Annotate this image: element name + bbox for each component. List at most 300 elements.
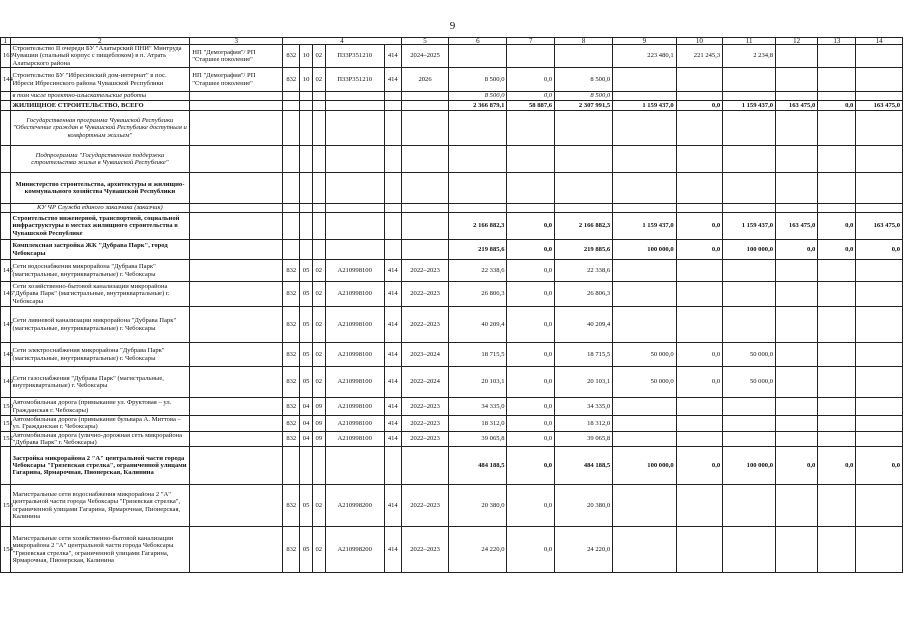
amount-v9 <box>613 416 676 432</box>
amount-v12 <box>776 367 818 398</box>
amount-v14: 163 475,0 <box>856 101 903 111</box>
table-row <box>1 92 903 101</box>
code-target-article: А210998100 <box>325 282 384 307</box>
amount-v6: 2 166 882,3 <box>449 213 507 240</box>
code-ministry: 832 <box>283 431 300 447</box>
row-number: 153 <box>1 485 11 527</box>
code-cell <box>384 92 401 101</box>
row-number: 146 <box>1 282 11 307</box>
amount-v9 <box>613 282 676 307</box>
amount-v10 <box>676 260 723 282</box>
code-subsection: 09 <box>312 398 325 416</box>
national-project <box>190 485 283 527</box>
amount-v6: 40 209,4 <box>449 307 507 343</box>
code-cell <box>283 173 300 204</box>
object-name: Строительство БУ "Ибресинский дом-интернат" в пос. Ибреси Ибресинского района Чувашской Республики <box>10 68 190 92</box>
code-target-article: А210998200 <box>325 527 384 573</box>
national-project <box>190 367 283 398</box>
table-row <box>1 240 903 260</box>
column-header: 8 <box>555 38 613 45</box>
amount-v10 <box>676 173 723 204</box>
construction-period: 2022–2024 <box>401 367 449 398</box>
amount-v6 <box>449 204 507 213</box>
amount-v7 <box>507 146 555 173</box>
national-project <box>190 447 283 485</box>
code-subsection: 09 <box>312 416 325 432</box>
amount-v10 <box>676 485 723 527</box>
code-cell <box>300 240 313 260</box>
amount-v12 <box>776 204 818 213</box>
code-cell <box>283 204 300 213</box>
code-expense-type: 414 <box>384 398 401 416</box>
code-cell <box>325 146 384 173</box>
amount-v9 <box>613 485 676 527</box>
amount-v8 <box>555 146 613 173</box>
code-target-article: А210998100 <box>325 431 384 447</box>
amount-v7: 0,0 <box>507 307 555 343</box>
column-header: 4 <box>283 38 401 45</box>
amount-v11 <box>723 111 776 146</box>
code-subsection: 02 <box>312 282 325 307</box>
code-ministry: 832 <box>283 367 300 398</box>
amount-v12 <box>776 173 818 204</box>
amount-v11 <box>723 282 776 307</box>
amount-v13 <box>818 146 856 173</box>
amount-v13 <box>818 527 856 573</box>
amount-v14 <box>856 343 903 367</box>
code-cell <box>283 92 300 101</box>
code-ministry: 832 <box>283 260 300 282</box>
amount-v13 <box>818 45 856 68</box>
code-cell <box>300 146 313 173</box>
amount-v9: 223 480,1 <box>613 45 676 68</box>
row-number <box>1 447 11 485</box>
amount-v8 <box>555 111 613 146</box>
row-number <box>1 146 11 173</box>
code-section: 04 <box>300 431 313 447</box>
national-project: НП "Демография"/ РП "Старшее поколение" <box>190 68 283 92</box>
amount-v10 <box>676 416 723 432</box>
amount-v14: 0,0 <box>856 240 903 260</box>
code-cell <box>325 447 384 485</box>
code-cell <box>300 173 313 204</box>
code-ministry: 832 <box>283 398 300 416</box>
amount-v14 <box>856 416 903 432</box>
table-row <box>1 447 903 485</box>
amount-v9 <box>613 527 676 573</box>
code-cell <box>300 204 313 213</box>
amount-v13 <box>818 367 856 398</box>
construction-period: 2022–2023 <box>401 398 449 416</box>
amount-v7: 0,0 <box>507 485 555 527</box>
amount-v7: 0,0 <box>507 367 555 398</box>
amount-v10 <box>676 146 723 173</box>
construction-period: 2022–2023 <box>401 431 449 447</box>
code-cell <box>300 213 313 240</box>
amount-v14 <box>856 260 903 282</box>
table-row <box>1 213 903 240</box>
table-row <box>1 101 903 111</box>
amount-v6: 39 065,8 <box>449 431 507 447</box>
construction-period <box>401 213 449 240</box>
amount-v14 <box>856 367 903 398</box>
column-header: 3 <box>190 38 283 45</box>
amount-v14 <box>856 431 903 447</box>
amount-v7: 0,0 <box>507 447 555 485</box>
object-name: Сети водоснабжения микрорайона "Дубрава Парк" (магистральные, внутриквартальные) г. Чебоксары <box>10 260 190 282</box>
amount-v6: 20 103,1 <box>449 367 507 398</box>
amount-v14 <box>856 92 903 101</box>
code-subsection: 09 <box>312 431 325 447</box>
national-project <box>190 111 283 146</box>
national-project <box>190 101 283 111</box>
amount-v12 <box>776 68 818 92</box>
table-row <box>1 398 903 416</box>
amount-v10: 0,0 <box>676 367 723 398</box>
amount-v11 <box>723 146 776 173</box>
code-section: 05 <box>300 367 313 398</box>
amount-v13: 0,0 <box>818 101 856 111</box>
amount-v14: 163 475,0 <box>856 213 903 240</box>
national-project <box>190 343 283 367</box>
amount-v6: 22 338,6 <box>449 260 507 282</box>
amount-v11 <box>723 485 776 527</box>
amount-v6: 26 806,3 <box>449 282 507 307</box>
code-cell <box>312 111 325 146</box>
code-subsection: 02 <box>312 260 325 282</box>
amount-v11 <box>723 68 776 92</box>
code-expense-type: 414 <box>384 416 401 432</box>
amount-v12 <box>776 111 818 146</box>
amount-v10 <box>676 111 723 146</box>
object-name: Сети электроснабжения микрорайона "Дубрава Парк" (магистральные, внутриквартальные) г. Чебоксары <box>10 343 190 367</box>
amount-v12: 163 475,0 <box>776 101 818 111</box>
code-subsection: 02 <box>312 45 325 68</box>
amount-v12 <box>776 398 818 416</box>
row-number: 152 <box>1 431 11 447</box>
amount-v7: 0,0 <box>507 213 555 240</box>
row-number <box>1 213 11 240</box>
section-title: Подпрограмма "Государственная поддержка строительства жилья в Чувашской Республике" <box>10 146 190 173</box>
column-header: 7 <box>507 38 555 45</box>
code-cell <box>283 101 300 111</box>
amount-v9 <box>613 204 676 213</box>
amount-v8: 219 885,6 <box>555 240 613 260</box>
amount-v12 <box>776 307 818 343</box>
amount-v9: 50 000,0 <box>613 343 676 367</box>
code-cell <box>300 447 313 485</box>
amount-v8 <box>555 173 613 204</box>
amount-v13: 0,0 <box>818 240 856 260</box>
amount-v12 <box>776 282 818 307</box>
amount-v10 <box>676 204 723 213</box>
amount-v11 <box>723 527 776 573</box>
amount-v8: 20 103,1 <box>555 367 613 398</box>
amount-v14 <box>856 282 903 307</box>
code-expense-type: 414 <box>384 307 401 343</box>
code-cell <box>300 101 313 111</box>
code-expense-type: 414 <box>384 282 401 307</box>
amount-v6 <box>449 173 507 204</box>
code-subsection: 02 <box>312 527 325 573</box>
amount-v13: 0,0 <box>818 213 856 240</box>
table-row <box>1 146 903 173</box>
amount-v14: 0,0 <box>856 447 903 485</box>
amount-v14 <box>856 146 903 173</box>
amount-v7: 0,0 <box>507 416 555 432</box>
amount-v13 <box>818 343 856 367</box>
code-cell <box>384 146 401 173</box>
code-cell <box>384 213 401 240</box>
row-number: 144 <box>1 68 11 92</box>
code-cell <box>325 92 384 101</box>
amount-v6: 8 500,0 <box>449 68 507 92</box>
amount-v7: 0,0 <box>507 92 555 101</box>
amount-v13 <box>818 398 856 416</box>
amount-v6 <box>449 146 507 173</box>
construction-period: 2026 <box>401 68 449 92</box>
amount-v9 <box>613 431 676 447</box>
amount-v8 <box>555 45 613 68</box>
amount-v13 <box>818 204 856 213</box>
code-target-article: А210998100 <box>325 367 384 398</box>
amount-v7: 0,0 <box>507 527 555 573</box>
object-name: Магистральные сети водоснабжения микрорайона 2 "А" центральной части города Чебоксары "Грязевская стрелка", ограниченной улицами Гагарина, Ярмарочная, Пионерская, Калинина <box>10 485 190 527</box>
code-ministry: 832 <box>283 485 300 527</box>
table-row <box>1 260 903 282</box>
construction-period: 2024–2025 <box>401 45 449 68</box>
construction-period <box>401 92 449 101</box>
construction-period <box>401 240 449 260</box>
section-title: Министерство строительства, архитектуры и жилищно-коммунального хозяйства Чувашской Республики <box>10 173 190 204</box>
amount-v7: 0,0 <box>507 282 555 307</box>
amount-v11: 1 159 437,0 <box>723 213 776 240</box>
amount-v9 <box>613 111 676 146</box>
amount-v8: 40 209,4 <box>555 307 613 343</box>
code-ministry: 832 <box>283 527 300 573</box>
amount-v7: 0,0 <box>507 68 555 92</box>
row-number <box>1 92 11 101</box>
amount-v8: 18 715,5 <box>555 343 613 367</box>
code-section: 05 <box>300 343 313 367</box>
national-project <box>190 398 283 416</box>
amount-v13 <box>818 68 856 92</box>
code-ministry: 832 <box>283 416 300 432</box>
amount-v6: 18 715,5 <box>449 343 507 367</box>
construction-period: 2022–2023 <box>401 282 449 307</box>
amount-v8: 484 188,5 <box>555 447 613 485</box>
amount-v8: 34 335,0 <box>555 398 613 416</box>
amount-v11 <box>723 92 776 101</box>
amount-v6: 18 312,0 <box>449 416 507 432</box>
code-cell <box>325 101 384 111</box>
row-number <box>1 240 11 260</box>
code-cell <box>312 173 325 204</box>
code-target-article: А210998100 <box>325 260 384 282</box>
amount-v13 <box>818 173 856 204</box>
code-cell <box>325 240 384 260</box>
amount-v10 <box>676 431 723 447</box>
code-expense-type: 414 <box>384 45 401 68</box>
amount-v11: 100 000,0 <box>723 447 776 485</box>
amount-v10: 0,0 <box>676 213 723 240</box>
code-expense-type: 414 <box>384 367 401 398</box>
national-project <box>190 282 283 307</box>
amount-v7: 0,0 <box>507 343 555 367</box>
amount-v13 <box>818 282 856 307</box>
amount-v6: 24 220,0 <box>449 527 507 573</box>
amount-v8: 2 166 882,3 <box>555 213 613 240</box>
row-number: 151 <box>1 416 11 432</box>
code-section: 04 <box>300 398 313 416</box>
amount-v6: 484 188,5 <box>449 447 507 485</box>
code-cell <box>300 92 313 101</box>
amount-v13 <box>818 260 856 282</box>
amount-v6: 20 380,0 <box>449 485 507 527</box>
amount-v8: 24 220,0 <box>555 527 613 573</box>
row-number: 154 <box>1 527 11 573</box>
national-project <box>190 240 283 260</box>
code-target-article: П33Р351210 <box>325 68 384 92</box>
column-header: 13 <box>818 38 856 45</box>
amount-v10 <box>676 68 723 92</box>
amount-v10 <box>676 307 723 343</box>
construction-period: 2022–2023 <box>401 485 449 527</box>
amount-v9 <box>613 307 676 343</box>
amount-v8: 26 806,3 <box>555 282 613 307</box>
object-name: Автомобильная дорога (примыкание ул. Фруктовая – ул. Гражданская г. Чебоксары) <box>10 398 190 416</box>
table-row <box>1 111 903 146</box>
code-cell <box>283 447 300 485</box>
amount-v7 <box>507 204 555 213</box>
table-row <box>1 68 903 92</box>
construction-period <box>401 447 449 485</box>
column-header: 10 <box>676 38 723 45</box>
national-project <box>190 431 283 447</box>
amount-v14 <box>856 527 903 573</box>
amount-v7: 58 887,6 <box>507 101 555 111</box>
national-project <box>190 307 283 343</box>
object-name: Сети газоснабжения "Дубрава Парк" (магистральные, внутриквартальные) г. Чебоксары <box>10 367 190 398</box>
amount-v13 <box>818 431 856 447</box>
amount-v7 <box>507 45 555 68</box>
code-target-article: А210998100 <box>325 416 384 432</box>
code-cell <box>312 92 325 101</box>
code-subsection: 02 <box>312 367 325 398</box>
code-cell <box>325 204 384 213</box>
code-cell <box>312 146 325 173</box>
amount-v14 <box>856 398 903 416</box>
amount-v11: 1 159 437,0 <box>723 101 776 111</box>
row-number <box>1 111 11 146</box>
code-section: 05 <box>300 260 313 282</box>
code-target-article: А210998100 <box>325 398 384 416</box>
amount-v9: 50 000,0 <box>613 367 676 398</box>
table-row <box>1 343 903 367</box>
code-target-article: П33Р351210 <box>325 45 384 68</box>
amount-v12 <box>776 260 818 282</box>
code-cell <box>283 213 300 240</box>
code-cell <box>384 111 401 146</box>
code-section: 04 <box>300 416 313 432</box>
amount-v11 <box>723 416 776 432</box>
code-cell <box>384 447 401 485</box>
table-row <box>1 282 903 307</box>
amount-v8: 39 065,8 <box>555 431 613 447</box>
row-number: 150 <box>1 398 11 416</box>
amount-v10: 0,0 <box>676 101 723 111</box>
amount-v8: 8 500,0 <box>555 68 613 92</box>
code-cell <box>312 240 325 260</box>
amount-v12 <box>776 527 818 573</box>
amount-v13 <box>818 485 856 527</box>
section-title: Застройка микрорайона 2 "А" центральной части города Чебоксары "Грязевская стрелка", ограниченной улицами Гагарина, Ярмарочная, Пионерская, Калинина <box>10 447 190 485</box>
code-cell <box>384 101 401 111</box>
code-target-article: А210998200 <box>325 485 384 527</box>
national-project <box>190 173 283 204</box>
column-header: 9 <box>613 38 676 45</box>
row-number <box>1 101 11 111</box>
amount-v14 <box>856 485 903 527</box>
code-expense-type: 414 <box>384 260 401 282</box>
amount-v8: 22 338,6 <box>555 260 613 282</box>
code-section: 05 <box>300 307 313 343</box>
code-cell <box>283 111 300 146</box>
code-expense-type: 414 <box>384 485 401 527</box>
code-subsection: 02 <box>312 68 325 92</box>
code-expense-type: 414 <box>384 431 401 447</box>
amount-v12 <box>776 92 818 101</box>
amount-v7: 0,0 <box>507 260 555 282</box>
section-title: Комплексная застройка ЖК "Дубрава Парк", город Чебоксары <box>10 240 190 260</box>
column-header: 11 <box>723 38 776 45</box>
amount-v10: 0,0 <box>676 240 723 260</box>
code-section: 05 <box>300 485 313 527</box>
amount-v10 <box>676 398 723 416</box>
code-cell <box>325 213 384 240</box>
amount-v12 <box>776 485 818 527</box>
amount-v8: 8 500,0 <box>555 92 613 101</box>
amount-v11 <box>723 260 776 282</box>
national-project <box>190 260 283 282</box>
code-subsection: 02 <box>312 485 325 527</box>
code-cell <box>384 240 401 260</box>
code-expense-type: 414 <box>384 68 401 92</box>
amount-v9 <box>613 92 676 101</box>
amount-v11 <box>723 173 776 204</box>
code-cell <box>312 213 325 240</box>
code-cell <box>325 111 384 146</box>
amount-v12 <box>776 343 818 367</box>
page-number: 9 <box>449 20 456 32</box>
amount-v11: 2 234,8 <box>723 45 776 68</box>
row-number: 163 <box>1 45 11 68</box>
amount-v10: 221 245,3 <box>676 45 723 68</box>
section-title: в том числе проектно-изыскательские работы <box>10 92 190 101</box>
section-title: ЖИЛИЩНОЕ СТРОИТЕЛЬСТВО, ВСЕГО <box>10 101 190 111</box>
column-header: 2 <box>10 38 190 45</box>
table-body <box>1 38 903 573</box>
object-name: Сети ливневой канализации микрорайона "Дубрава Парк" (магистральные, внутриквартальные) г. Чебоксары <box>10 307 190 343</box>
amount-v11: 100 000,0 <box>723 240 776 260</box>
object-name: Магистральные сети хозяйственно-бытовой канализации микрорайона 2 "А" центральной части города Чебоксары "Грязевская стрелка", ограниченной улицами Гагарина, Ярмарочная, Пионерская, Калинина <box>10 527 190 573</box>
amount-v7: 0,0 <box>507 240 555 260</box>
amount-v8: 20 380,0 <box>555 485 613 527</box>
amount-v7: 0,0 <box>507 398 555 416</box>
row-number: 147 <box>1 307 11 343</box>
amount-v13 <box>818 111 856 146</box>
construction-period: 2022–2023 <box>401 307 449 343</box>
